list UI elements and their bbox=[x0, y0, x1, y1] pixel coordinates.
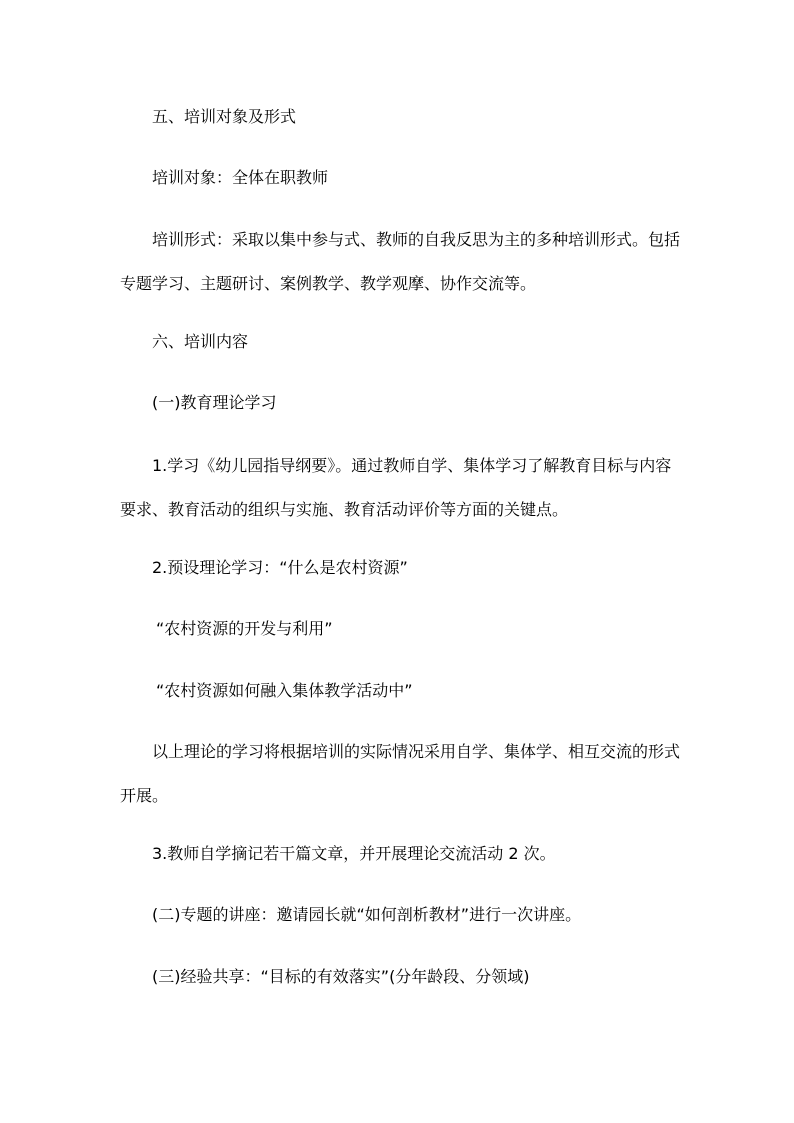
quote-line-two bbox=[120, 674, 680, 708]
item-two-paragraph bbox=[120, 551, 680, 585]
paragraph-line: 要求、教育活动的组织与实施、教育活动评价等方面的关键点。 bbox=[120, 500, 569, 519]
paragraph-line: 专题学习、主题研讨、案例教学、教学观摩、协作交流等。 bbox=[120, 274, 537, 293]
subsection-heading-theory bbox=[120, 386, 680, 420]
paragraph-line: (二)专题的讲座：邀请园长就“如何剖析教材”进行一次讲座。 bbox=[152, 905, 582, 924]
subsection-heading-text: (一)教育理论学习 bbox=[152, 393, 277, 412]
paragraph-line: 开展。 bbox=[120, 786, 169, 805]
paragraph-line: 培训对象：全体在职教师 bbox=[152, 168, 329, 187]
paragraph-line: 2.预设理论学习：“什么是农村资源” bbox=[152, 558, 408, 577]
section-heading-five bbox=[120, 100, 680, 134]
paragraph-line: 以上理论的学习将根据培训的实际情况采用自学、集体学、相互交流的形式 bbox=[152, 742, 681, 761]
section-heading-text: 五、培训对象及形式 bbox=[152, 107, 297, 126]
item-one-paragraph bbox=[120, 449, 680, 527]
quote-text: “农村资源的开发与利用” bbox=[156, 619, 333, 638]
training-form-paragraph bbox=[120, 223, 680, 301]
paragraph-line: 培训形式：采取以集中参与式、教师的自我反思为主的多种培训形式。包括 bbox=[152, 230, 681, 249]
section-heading-text: 六、培训内容 bbox=[152, 332, 249, 351]
quote-text: “农村资源如何融入集体教学活动中” bbox=[156, 681, 413, 700]
paragraph-line: (三)经验共享：“目标的有效落实”(分年龄段、分领域) bbox=[152, 967, 530, 986]
item-three-paragraph bbox=[120, 837, 680, 871]
subsection-lecture bbox=[120, 898, 680, 932]
paragraph-line: 1.学习《幼儿园指导纲要》。通过教师自学、集体学习了解教育目标与内容 bbox=[152, 456, 672, 475]
quote-line-one bbox=[120, 612, 680, 646]
section-heading-six bbox=[120, 325, 680, 359]
subsection-experience-sharing bbox=[120, 960, 680, 994]
training-target-paragraph bbox=[120, 161, 680, 195]
summary-paragraph bbox=[120, 735, 680, 813]
paragraph-line: 3.教师自学摘记若干篇文章，并开展理论交流活动 2 次。 bbox=[152, 844, 556, 863]
